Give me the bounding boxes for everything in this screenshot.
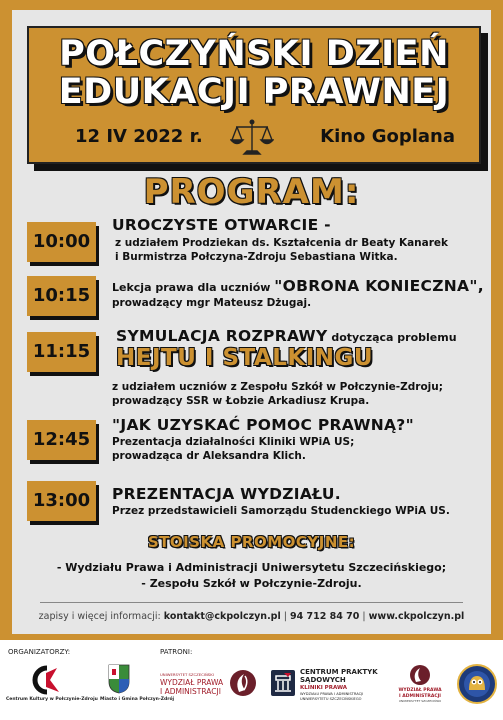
time-badge-4: 12:45: [27, 420, 96, 460]
wpia-small-emblem-icon: [409, 664, 431, 686]
time-badge-3: 11:15: [27, 332, 96, 372]
city-crest-icon: [108, 664, 130, 694]
event-date: 12 IV 2022 r.: [75, 126, 203, 147]
title-line-2: EDUKACJI PRAWNEJ: [58, 72, 450, 112]
divider: [40, 602, 463, 603]
stoiska-item-1: - Wydziału Prawa i Administracji Uniwersytetu Szczecińskiego;: [56, 561, 447, 574]
time-badge-2: 10:15: [27, 276, 96, 316]
event-4-line-2: prowadząca dr Aleksandra Klich.: [112, 450, 306, 462]
contact-phone: 94 712 84 70: [289, 611, 360, 622]
stoiska-item-2: - Zespołu Szkół w Połczynie-Zdroju.: [141, 577, 362, 590]
event-1: [112, 216, 448, 264]
title-line-1: POŁCZYŃSKI DZIEŃ: [59, 34, 449, 74]
patrons-label: PATRONI:: [160, 648, 193, 656]
contact-email[interactable]: kontakt@ckpolczyn.pl: [163, 611, 281, 622]
event-1-line-2: i Burmistrza Połczyna-Zdroju Sebastiana Witka.: [115, 251, 398, 263]
cps-emblem-icon: [270, 668, 296, 698]
program-heading: PROGRAM:: [143, 172, 360, 212]
event-3-suffix: dotycząca problemu: [327, 331, 457, 344]
event-3: [116, 326, 457, 371]
cps-logo-text: CENTRUM PRAKTYK SĄDOWYCH KLINIKI PRAWA WYDZIAŁU PRAWA I ADMINISTRACJI UNIWERSYTETU SZCZECIŃSKIEGO: [300, 668, 378, 701]
event-5-title: PREZENTACJA WYDZIAŁU.: [112, 485, 341, 503]
header-box: [27, 26, 481, 164]
owl-badge-icon: [455, 664, 499, 704]
stoiska-heading: STOISKA PROMOCYJNE:: [147, 533, 356, 551]
organizers-label: ORGANIZATORZY:: [8, 648, 71, 656]
event-3-line-1: z udziałem uczniów z Zespołu Szkół w Połczynie-Zdroju;: [112, 381, 443, 393]
event-2-prefix: Lekcja prawa dla uczniów: [112, 281, 275, 294]
time-badge-1: 10:00: [27, 222, 96, 262]
event-2: [112, 276, 484, 310]
event-1-title: UROCZYSTE OTWARCIE -: [112, 216, 331, 234]
event-5-line-1: Przez przedstawicieli Samorządu Studenckiego WPiA US.: [112, 505, 450, 517]
ck-logo-caption: Centrum Kultury w Połczynie-Zdroju: [6, 697, 98, 702]
event-4-title: "JAK UZYSKAĆ POMOC PRAWNĄ?": [112, 416, 414, 434]
event-3-details: [112, 380, 443, 408]
wpia-logo-university: UNIWERSYTET SZCZECIŃSKI: [160, 672, 214, 677]
event-4: [112, 416, 414, 463]
event-2-title: "OBRONA KONIECZNA",: [274, 277, 484, 295]
time-badge-5: 13:00: [27, 481, 96, 521]
event-3-title: SYMULACJA ROZPRAWY: [116, 327, 328, 345]
contact-prefix: zapisy i więcej informacji:: [38, 611, 164, 622]
event-3-highlight: HEJTU I STALKINGU: [116, 345, 374, 371]
wpia-logo-2-text: WYDZIAŁ PRAWA I ADMINISTRACJI UNIWERSYTET SZCZECIŃSKI: [398, 688, 442, 703]
contact-website[interactable]: www.ckpolczyn.pl: [368, 611, 465, 622]
event-5: [112, 485, 450, 518]
event-2-line-1: prowadzący mgr Mateusz Dżugaj.: [112, 297, 312, 309]
scales-of-justice-icon: [230, 118, 274, 158]
ck-logo-icon: [30, 665, 64, 695]
event-3-line-2: prowadzący SSR w Łobzie Arkadiusz Krupa.: [112, 395, 370, 407]
contact-line: zapisy i więcej informacji: kontakt@ckpolczyn.pl | 94 712 84 70 | www.ckpolczyn.pl: [38, 611, 465, 622]
event-venue: Kino Goplana: [320, 126, 455, 147]
event-4-line-1: Prezentacja działalności Kliniki WPiA US;: [112, 436, 355, 448]
wpia-emblem-icon: [230, 668, 256, 698]
wpia-logo-text: WYDZIAŁ PRAWA I ADMINISTRACJI: [160, 678, 224, 696]
event-1-line-1: z udziałem Prodziekan ds. Kształcenia dr Beaty Kanarek: [115, 237, 449, 249]
city-crest-caption: Miasto i Gmina Połczyn-Zdrój: [100, 697, 175, 702]
